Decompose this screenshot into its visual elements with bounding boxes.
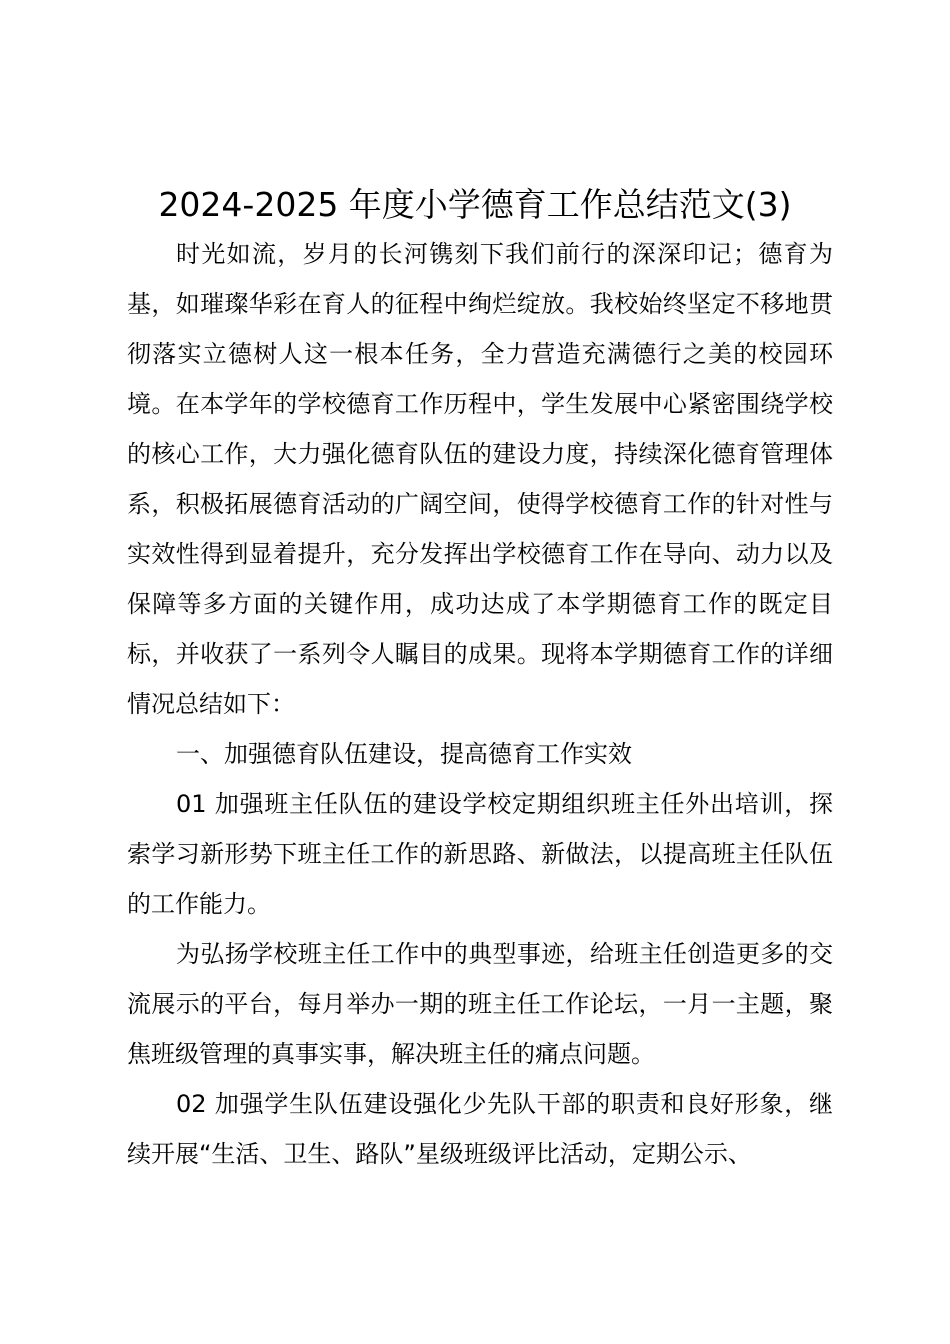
paragraph-class-teacher-training: 01 加强班主任队伍的建设学校定期组织班主任外出培训，探索学习新形势下班主任工作的新思路、新做法，以提高班主任队伍的工作能力。	[127, 790, 833, 918]
paragraph-student-team: 02 加强学生队伍建设强化少先队干部的职责和良好形象，继续开展“生活、卫生、路队”星级班级评比活动，定期公示、	[127, 1090, 833, 1168]
section-heading-1: 一、加强德育队伍建设，提高德育工作实效	[176, 740, 632, 768]
document-title: 2024-2025 年度小学德育工作总结范文(3)	[158, 185, 792, 224]
document-body	[127, 229, 833, 1179]
intro-paragraph: 时光如流，岁月的长河镌刻下我们前行的深深印记；德育为基，如璀璨华彩在育人的征程中绚烂绽放。我校始终坚定不移地贯彻落实立德树人这一根本任务，全力营造充满德行之美的校园环境。在本学年的学校德育工作历程中，学生发展中心紧密围绕学校的核心工作，大力强化德育队伍的建设力度，持续深化德育管理体系，积极拓展德育活动的广阔空间，使得学校德育工作的针对性与实效性得到显着提升，充分发挥出学校德育工作在导向、动力以及保障等多方面的关键作用，成功达成了本学期德育工作的既定目标，并收获了一系列令人瞩目的成果。现将本学期德育工作的详细情况总结如下：	[127, 240, 833, 718]
paragraph-class-teacher-forum: 为弘扬学校班主任工作中的典型事迹，给班主任创造更多的交流展示的平台，每月举办一期的班主任工作论坛，一月一主题，聚焦班级管理的真事实事，解决班主任的痛点问题。	[127, 940, 833, 1068]
